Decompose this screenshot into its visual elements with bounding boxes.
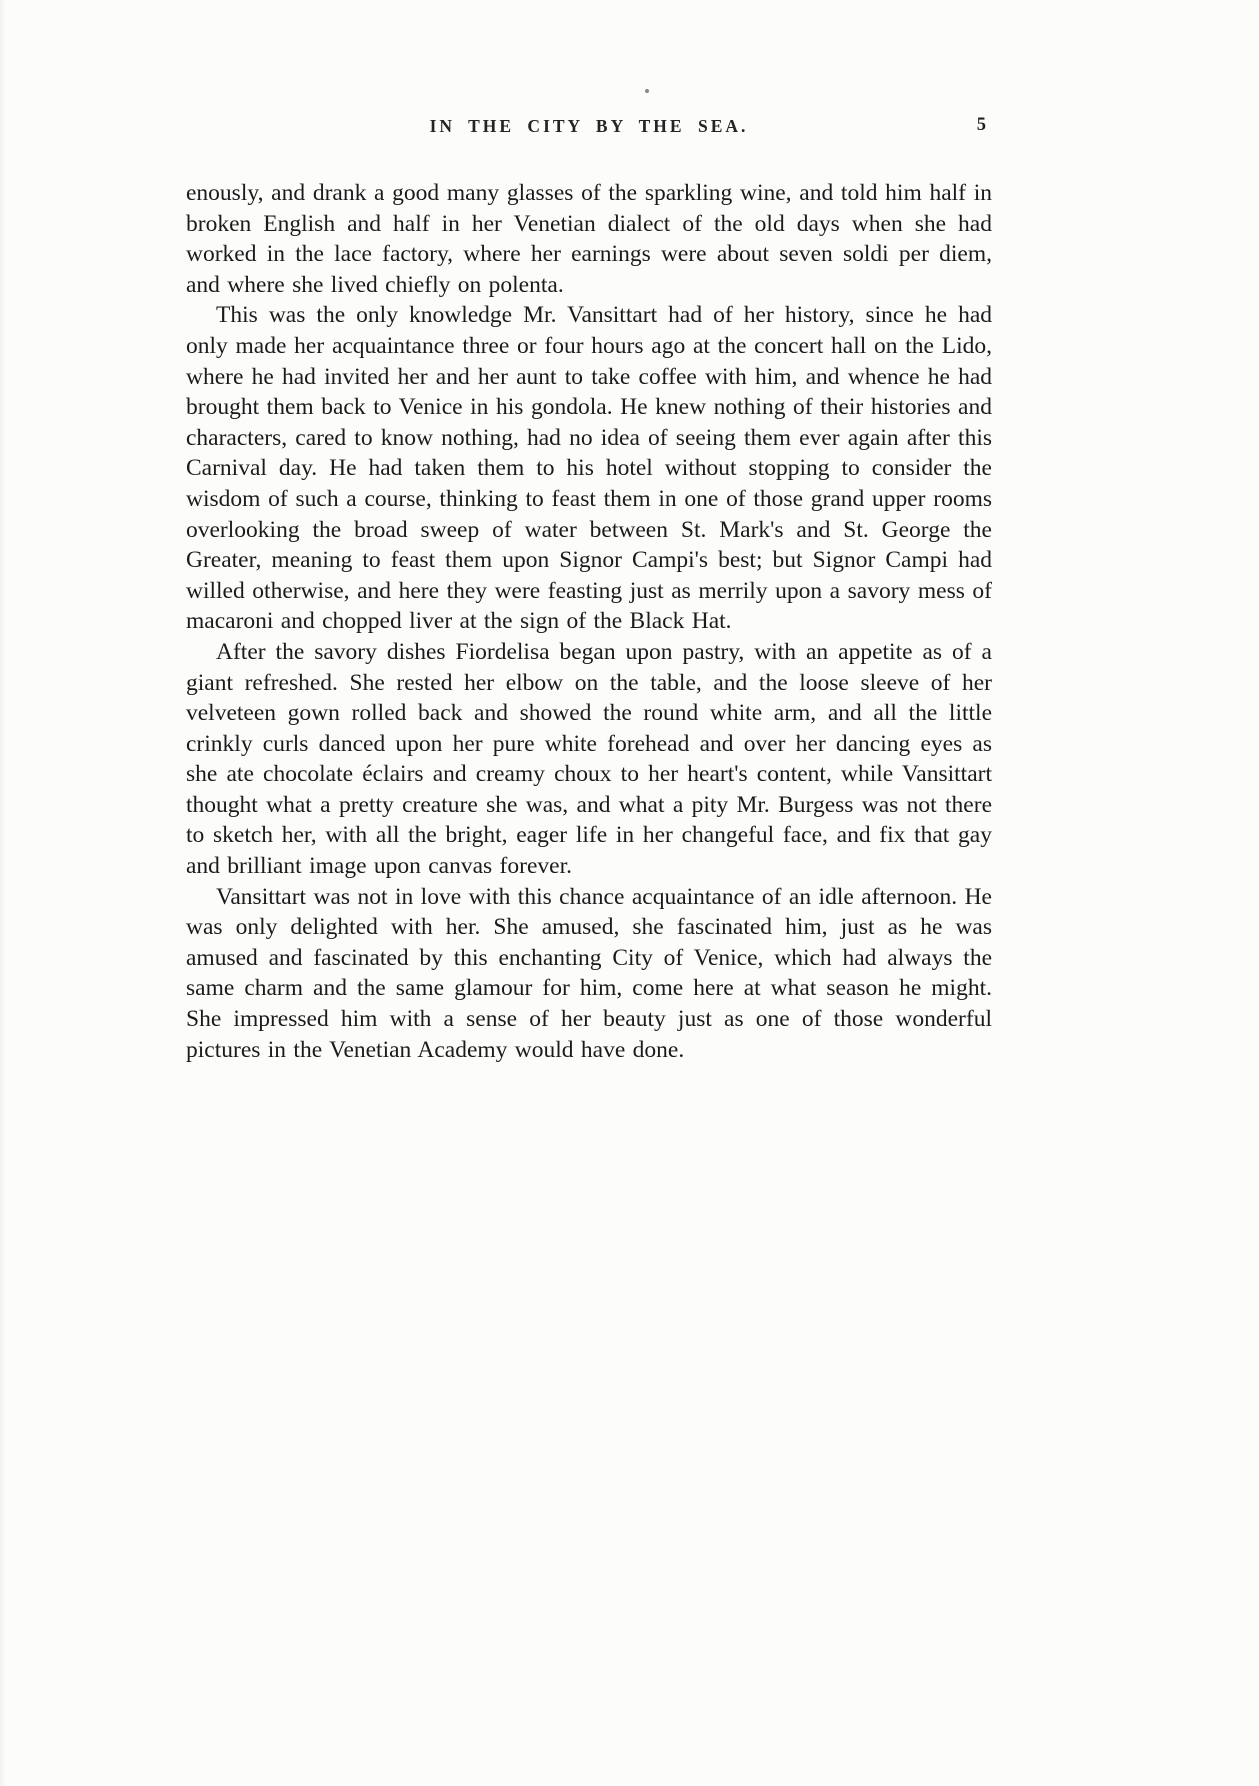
paragraph: enously, and drank a good many glasses of the sparkling wine, and told him half in broken English and half in her Venetian dialect of the old days when she had worked in the lace factory, where her earnings were about seven soldi per diem, and where she lived chiefly on polenta. bbox=[186, 180, 992, 298]
paragraph: After the savory dishes Fiordelisa began upon pastry, with an appetite as of a giant refreshed. She rested her elbow on the table, and the loose sleeve of her velveteen gown rolled back and showed the round white arm, and all the little crinkly curls danced upon her pure white forehead and over her dancing eyes as she ate chocolate éclairs and creamy choux to her heart's content, while Vansittart thought what a pretty creature she was, and what a pity Mr. Burgess was not there to sketch her, with all the bright, eager life in her changeful face, and fix that gay and brilliant image upon canvas forever. bbox=[186, 638, 992, 880]
scan-speck bbox=[645, 89, 649, 93]
page-edge-shade bbox=[0, 0, 6, 1786]
paragraph: Vansittart was not in love with this chance acquaintance of an idle afternoon. He was only delighted with her. She amused, she fascinated him, just as he was amused and fascinated by this enchanting City of Venice, which had always the same charm and the same glamour for him, come here at what season he might. She impressed him with a sense of her beauty just as one of those wonderful pictures in the Venetian Academy would have done. bbox=[186, 883, 992, 1063]
page-content bbox=[186, 116, 992, 1065]
page-body bbox=[186, 178, 992, 1065]
running-title: IN THE CITY BY THE SEA. bbox=[429, 116, 749, 136]
page-number: 5 bbox=[976, 115, 986, 135]
paragraph: This was the only knowledge Mr. Vansittart had of her history, since he had only made her acquaintance three or four hours ago at the concert hall on the Lido, where he had invited her and her aunt to take coffee with him, and whence he had brought them back to Venice in his gondola. He knew nothing of their histories and characters, cared to know nothing, had no idea of seeing them ever again after this Carnival day. He had taken them to his hotel without stopping to consider the wisdom of such a course, thinking to feast them in one of those grand upper rooms overlooking the broad sweep of water between St. Mark's and St. George the Greater, meaning to feast them upon Signor Campi's best; but Signor Campi had willed otherwise, and here they were feasting just as merrily upon a savory mess of macaroni and chopped liver at the sign of the Black Hat. bbox=[186, 302, 992, 635]
page-header bbox=[186, 116, 992, 146]
